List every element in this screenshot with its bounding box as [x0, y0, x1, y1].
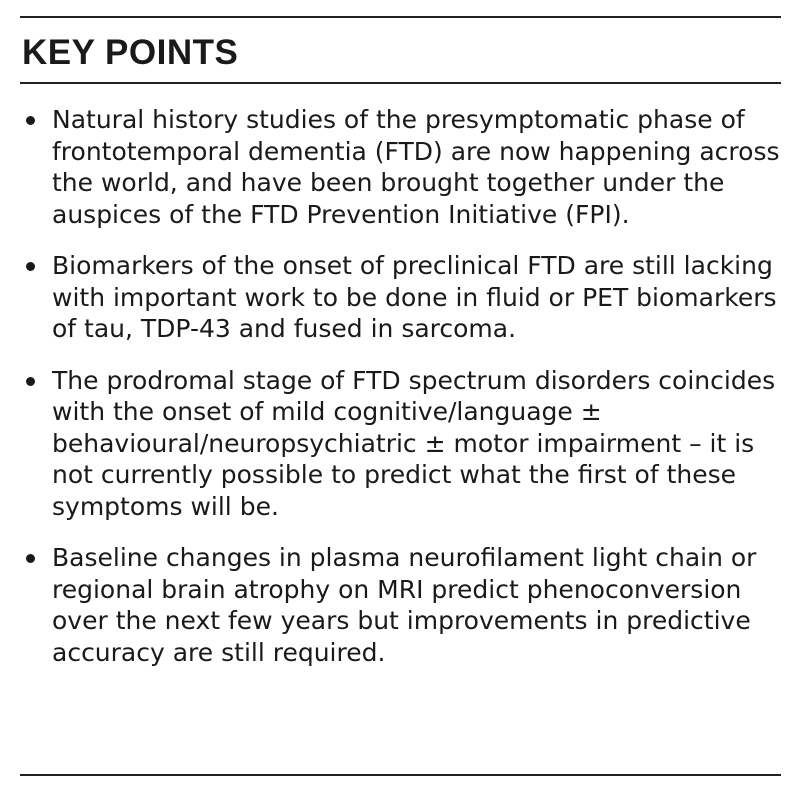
key-points-box — [20, 16, 781, 776]
key-point-item — [20, 365, 781, 523]
heading-rule — [20, 82, 781, 84]
bullet-icon — [26, 116, 35, 125]
key-point-text: Biomarkers of the onset of preclinical FTD are still lacking with important work to be done in fluid or PET biomarkers of tau, TDP-43 and fused in sarcoma. — [52, 251, 777, 343]
bottom-rule — [20, 774, 781, 776]
top-rule — [20, 16, 781, 18]
key-point-item — [20, 250, 781, 345]
key-point-item — [20, 542, 781, 668]
bullet-icon — [26, 377, 35, 386]
key-points-heading: KEY POINTS — [22, 33, 239, 72]
key-point-item — [20, 104, 781, 230]
key-points-list — [20, 104, 781, 688]
key-point-text: Natural history studies of the presymptomatic phase of frontotemporal dementia (FTD) are now happening across the world, and have been brought together under the auspices of the FTD Prevention Initiative (FPI). — [52, 105, 780, 229]
bullet-icon — [26, 554, 35, 563]
key-point-text: Baseline changes in plasma neurofilament light chain or regional brain atrophy on MRI predict phenoconversion over the next few years but improvements in predictive accuracy are still required. — [52, 543, 757, 667]
key-point-text: The prodromal stage of FTD spectrum disorders coincides with the onset of mild cognitive/language ± behavioural/neuropsychiatric ± motor impairment – it is not currently possible to predict what the first of these symptoms will be. — [52, 365, 776, 521]
bullet-icon — [26, 262, 35, 271]
